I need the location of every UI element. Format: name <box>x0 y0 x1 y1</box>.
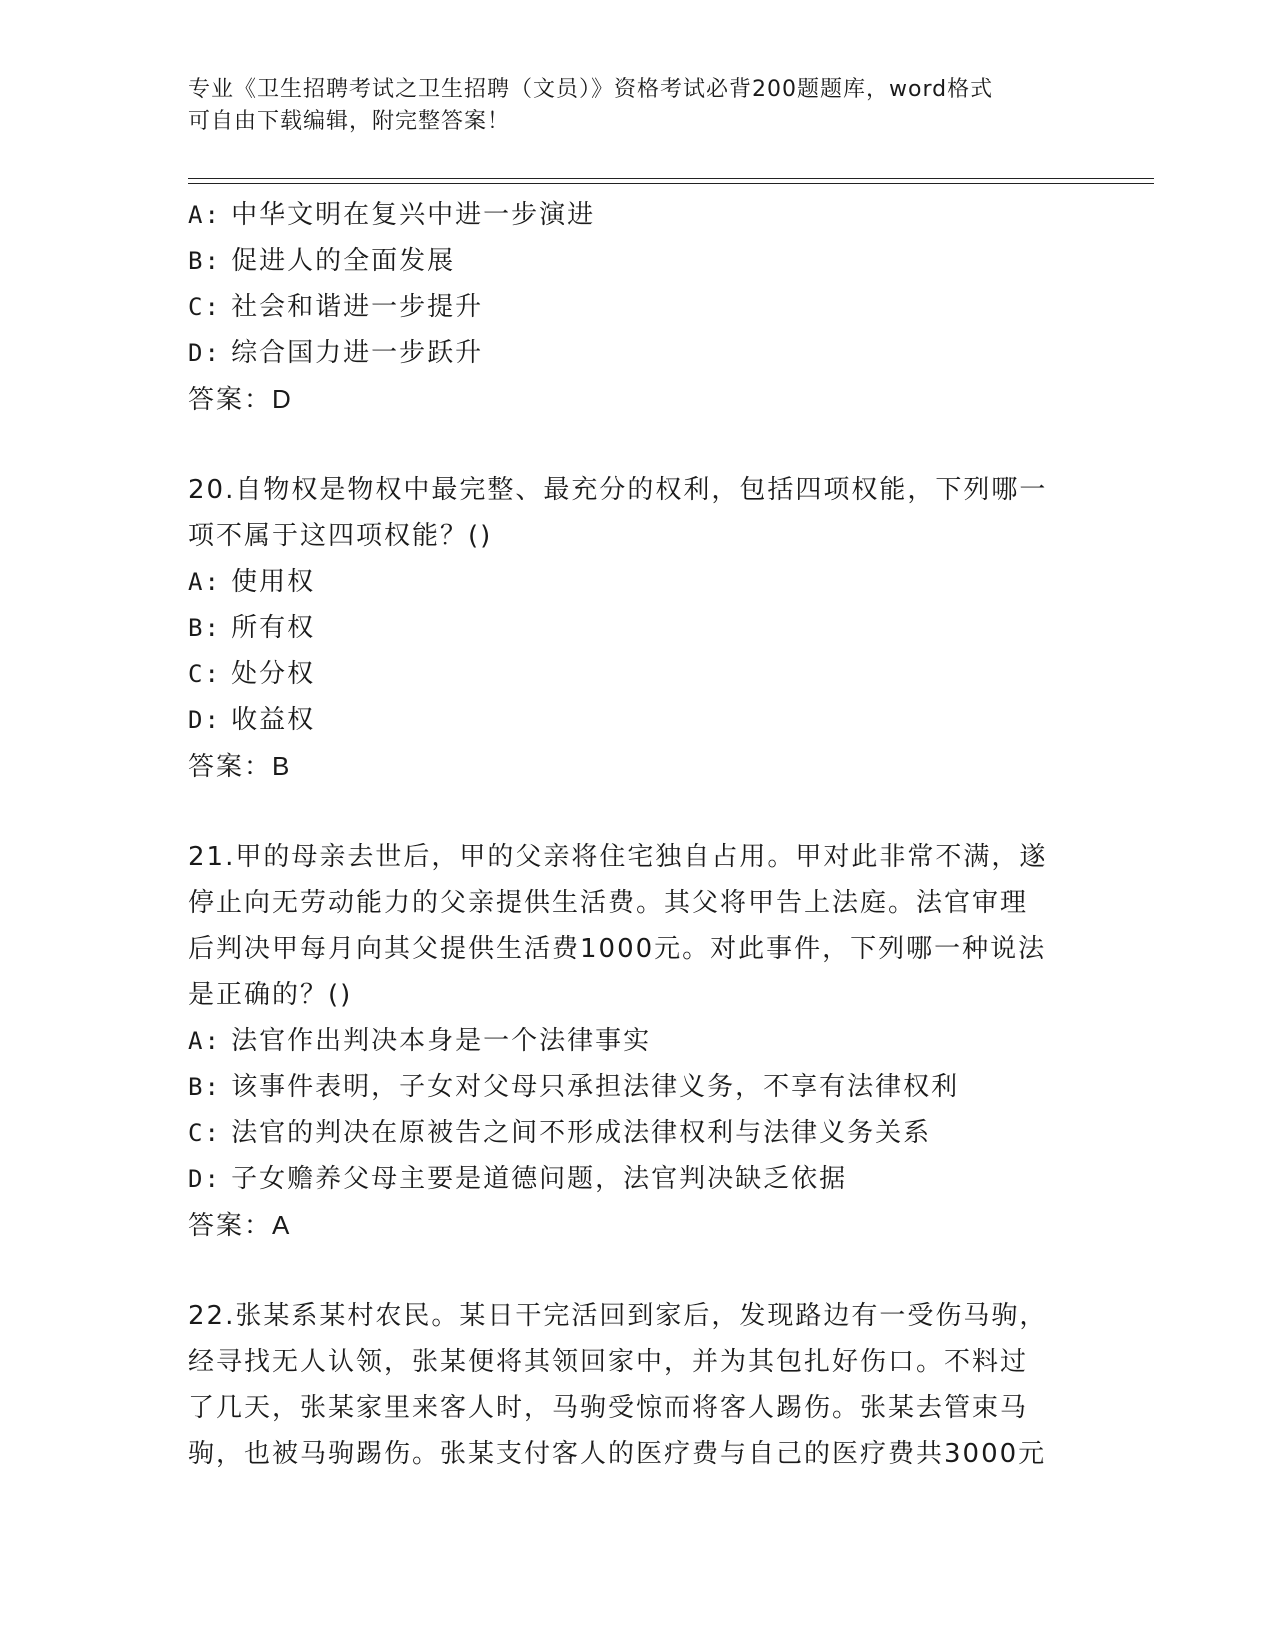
question-22 <box>188 1293 1088 1477</box>
question-text-line: 经寻找无人认领，张某便将其领回家中，并为其包扎好伤口。不料过 <box>188 1347 1029 1377</box>
option-a: A: 中华文明在复兴中进一步演进 <box>188 200 596 230</box>
answer-line: 答案：A <box>188 1210 292 1240</box>
question-20 <box>188 467 1088 789</box>
header-rule-bottom <box>188 183 1154 184</box>
option-c: C: 处分权 <box>188 659 316 689</box>
header-line-1: 专业《卫生招聘考试之卫生招聘（文员）》资格考试必背200题题库，word格式 <box>188 77 994 102</box>
document-body <box>188 192 1088 1477</box>
question-text-line: 项不属于这四项权能？() <box>188 521 493 551</box>
header-rule-top <box>188 178 1154 179</box>
answer-line: 答案：B <box>188 751 292 781</box>
option-d: D: 子女赡养父母主要是道德问题，法官判决缺乏依据 <box>188 1164 848 1194</box>
option-a: A: 法官作出判决本身是一个法律事实 <box>188 1026 652 1056</box>
option-d: D: 综合国力进一步跃升 <box>188 338 484 368</box>
document-header <box>188 74 1068 138</box>
question-text-line: 驹，也被马驹踢伤。张某支付客人的医疗费与自己的医疗费共3000元 <box>188 1439 1047 1469</box>
answer-line: 答案：D <box>188 384 293 414</box>
question-text-line: 后判决甲每月向其父提供生活费1000元。对此事件，下列哪一种说法 <box>188 934 1047 964</box>
option-d: D: 收益权 <box>188 705 316 735</box>
option-b: B: 所有权 <box>188 613 316 643</box>
option-c: C: 社会和谐进一步提升 <box>188 292 484 322</box>
option-a: A: 使用权 <box>188 567 316 597</box>
header-line-2: 可自由下载编辑，附完整答案！ <box>188 109 511 134</box>
option-c: C: 法官的判决在原被告之间不形成法律权利与法律义务关系 <box>188 1118 932 1148</box>
question-21 <box>188 834 1088 1248</box>
question-text-line: 停止向无劳动能力的父亲提供生活费。其父将甲告上法庭。法官审理 <box>188 888 1029 918</box>
option-b: B: 促进人的全面发展 <box>188 246 456 276</box>
question-text-line: 了几天，张某家里来客人时，马驹受惊而将客人踢伤。张某去管束马 <box>188 1393 1029 1423</box>
question-text-line: 是正确的？() <box>188 980 353 1010</box>
question-text-line: 22.张某系某村农民。某日干完活回到家后，发现路边有一受伤马驹， <box>188 1301 1048 1331</box>
question-text-line: 21.甲的母亲去世后，甲的父亲将住宅独自占用。甲对此非常不满，遂 <box>188 842 1048 872</box>
question-prev <box>188 192 1088 422</box>
question-text-line: 20.自物权是物权中最完整、最充分的权利，包括四项权能，下列哪一 <box>188 475 1048 505</box>
option-b: B: 该事件表明，子女对父母只承担法律义务，不享有法律权利 <box>188 1072 960 1102</box>
